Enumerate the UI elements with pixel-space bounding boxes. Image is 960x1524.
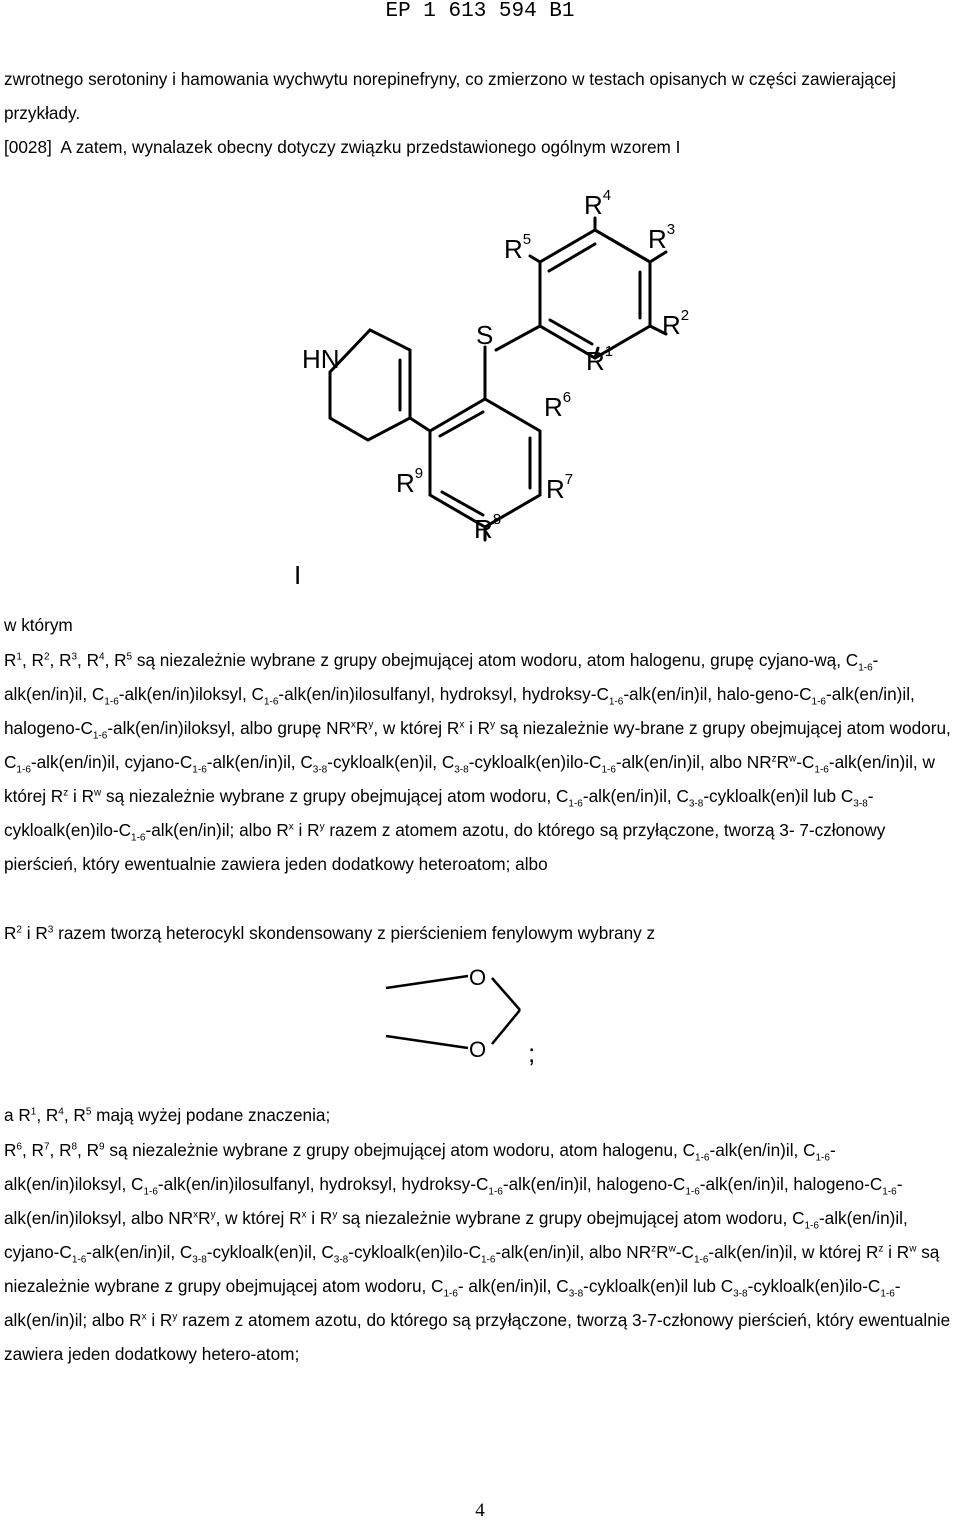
r6-label: $R^6$ [544,389,572,422]
bond [386,1036,468,1048]
phenyl-ring-bottom [430,399,540,527]
definition-r1-r4-r5: a $R^1$, $R^4$, $R^5$ mają wyżej podane znaczenia; [4,1105,331,1125]
bond-ring-s [496,326,540,350]
r2-label: $R^2$ [662,307,690,340]
bond [386,976,468,988]
paragraph-continuation: zwrotnego serotoniny i hamowania wychwytu norepinefryny, co zmierzono w testach opisanych w części zawierającej przykłady. [4,69,896,123]
aromatic-inner-bond [549,244,595,271]
hn-label: HN [302,344,340,374]
paragraph-0028 [4,130,954,164]
r8-label: $R^8$ [474,511,502,544]
tetrahydropyridine-ring [330,330,410,440]
r1-label: $R^1$ [586,343,614,376]
semicolon: ; [528,1038,536,1068]
paragraph-number: [0028] [4,137,52,157]
bond-ring-link [410,418,430,431]
definition-r2-r3: $R^2$ i $R^3$ razem tworzą heterocykl skondensowany z pierścieniem fenylowym wybrany z [4,923,656,943]
formula-label: I [294,560,302,590]
oxygen-top-label: O [469,965,487,990]
oxygen-bottom-label: O [469,1037,487,1062]
structural-formula-I [200,172,720,602]
bond [492,978,520,1010]
aromatic-inner-bond [442,492,483,515]
where-intro: w którym [4,615,73,635]
bond-r5 [530,256,540,262]
r3-label: $R^3$ [648,221,676,254]
aromatic-inner-bond [440,412,483,436]
r4-label: $R^4$ [584,187,612,220]
r7-label: $R^7$ [546,471,574,504]
paragraph-text: A zatem, wynalazek obecny dotyczy związku przedstawionego ogólnym wzorem I [60,137,681,157]
s-label: S [476,320,494,350]
r9-label: $R^9$ [396,465,424,498]
dioxole-fragment [380,958,560,1088]
r5-label: $R^5$ [504,231,532,264]
definition-r6-r9: $R^6$, $R^7$, $R^8$, $R^9$ są niezależnie wybrane z grupy obejmującej atom wodoru, atom halogenu, $C_{1-6}-alk(en/in)il$, $C_{1-6}-alk(en/in)iloksyl$, $C_{1-6}-alk(en/in)ilosulfanyl$, hydroksyl, hydroksy-$C_{1-6}-alk(en/in)il$, halogeno-$C_{1-6}-alk(en/in)il$, halogeno-$C_{1-6}-alk(en/in)iloksyl$, albo $NR^xR^y$, w której $R^x$ i $R^y$ są niezależnie wybrane z grupy obejmującej atom wodoru, $C_{1-6}-alk(en/in)il$, cyjano-$C_{1-6}-alk(en/in)il$, $C_{3-8}-cykloalk(en)il$, $C_{3-8}-cykloalk(en)ilo-C_{1-6}-alk(en/in)il$, albo $NR^zR^w-C_{1-6}-alk(en/in)il$, w której $R^z$ i $R^w$ są niezależnie wybrane z grupy obejmującej atom wodoru, $C_{1-6}-$ alk(en/in)il, $C_{3-8}-cykloalk(en)il$ lub $C_{3-8}-cykloalk(en)ilo-C_{1-6}-alk(en/in)il$; albo $R^x$ i $R^y$ razem z atomem azotu, do którego są przyłączone, tworzą 3-7-członowy pierścień, który ewentualnie zawiera jeden dodatkowy hetero-atom; [4,1140,951,1364]
bond [492,1010,520,1044]
page-number: 4 [475,1500,485,1521]
aromatic-inner-bond [550,320,592,344]
definition-r1-r5: $R^1$, $R^2$, $R^3$, $R^4$, $R^5$ są niezależnie wybrane z grupy obejmującej atom wodoru, atom halogenu, grupę cyjano-wą, $C_{1-6}-alk(en/in)il$, $C_{1-6}-alk(en/in)iloksyl$, $C_{1-6}-alk(en/in)ilosulfanyl$, hydroksyl, hydroksy-$C_{1-6}-alk(en/in)il$, halo-$geno-C_{1-6}-alk(en/in)il$, halogeno-$C_{1-6}-alk(en/in)iloksyl$, albo grupę $NR^xR^y$, w której $R^x$ i $R^y$ są niezależnie wy-brane z grupy obejmującej atom wodoru, $C_{1-6}-alk(en/in)il$, cyjano-$C_{1-6}-alk(en/in)il$, $C_{3-8}-cykloalk(en)il$, $C_{3-8}-cykloalk(en)ilo-C_{1-6}-alk(en/in)il$, albo $NR^zR^w-C_{1-6}-alk(en/in)il$, w której $R^z$ i $R^w$ są niezależnie wybrane z grupy obejmującej atom wodoru, $C_{1-6}-alk(en/in)il$, $C_{3-8}-cykloalk(en)il$ lub $C_{3-8}-cykloalk(en)ilo-C_{1-6}-alk(en/in)il$; albo $R^x$ i $R^y$ razem z atomem azotu, do którego są przyłączone, tworzą 3- 7-członowy pierścień, który ewentualnie zawiera jeden dodatkowy heteroatom; albo [4,650,951,874]
phenyl-ring-top [540,230,650,358]
document-header: EP 1 613 594 B1 [385,0,575,23]
